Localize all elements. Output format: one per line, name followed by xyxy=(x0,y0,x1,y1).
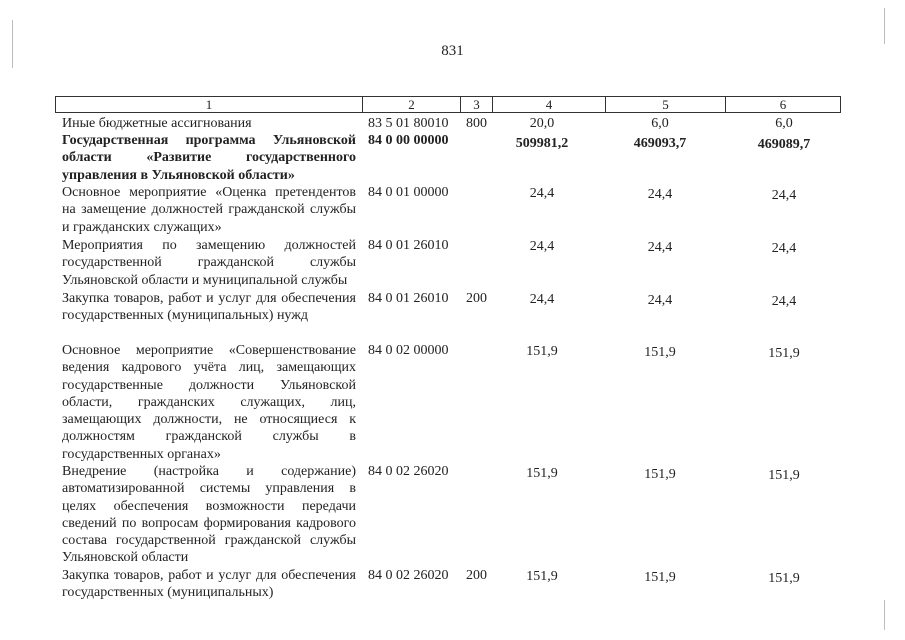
row-value-col5: 151,9 xyxy=(644,570,676,585)
row-code: 84 0 02 26020 xyxy=(368,464,449,479)
row-expense-type: 200 xyxy=(466,291,487,306)
row-code: 84 0 01 00000 xyxy=(368,185,449,200)
scan-edge-mark-right-bottom xyxy=(884,600,885,630)
row-code: 84 0 01 26010 xyxy=(368,291,449,306)
row-name: Основное мероприятие «Совершенствование ведения кадрового учёта лиц, замещающих государственные должности Ульяновской области, гражданских служащих, лиц, замещающих должности, не относящиеся к должностям гражданской службы в государственных органах» xyxy=(62,343,356,462)
header-col-1: 1 xyxy=(56,97,363,112)
row-value-col6: 6,0 xyxy=(775,116,793,131)
header-col-4: 4 xyxy=(493,97,606,112)
row-name: Закупка товаров, работ и услуг для обеспечения государственных (муниципальных) нужд xyxy=(62,291,356,324)
row-value-col5: 24,4 xyxy=(647,187,673,202)
header-col-6: 6 xyxy=(779,97,787,112)
row-code: 84 0 01 26010 xyxy=(368,238,449,253)
row-value-col6: 151,9 xyxy=(768,346,800,361)
row-value-col4: 151,9 xyxy=(526,344,558,359)
row-name: Закупка товаров, работ и услуг для обеспечения государственных (муниципальных) xyxy=(62,568,356,601)
row-name: Внедрение (настройка и содержание) автоматизированной системы управления в целях обеспечения возможности передачи сведений по вопросам формирования кадрового состава государственной гражданской службы Ульяновской области xyxy=(62,464,356,566)
header-col-5: 5 xyxy=(606,97,726,112)
row-name: Иные бюджетные ассигнования xyxy=(62,116,252,131)
row-code: 84 0 02 26020 xyxy=(368,568,449,583)
row-value-col4: 151,9 xyxy=(526,569,558,584)
row-name: Основное мероприятие «Оценка претендентов на замещение должностей гражданской службы и гражданских служащих» xyxy=(62,185,356,235)
row-value-col4: 151,9 xyxy=(526,466,558,481)
row-code: 84 0 00 00000 xyxy=(368,133,449,148)
row-value-col6: 24,4 xyxy=(771,188,797,203)
row-value-col6: 151,9 xyxy=(768,468,800,483)
row-value-col5: 24,4 xyxy=(647,240,673,255)
row-value-col4: 509981,2 xyxy=(515,136,569,151)
table-header xyxy=(55,96,841,113)
row-code: 83 5 01 80010 xyxy=(368,116,449,131)
row-value-col6: 151,9 xyxy=(768,571,800,586)
row-value-col5: 6,0 xyxy=(651,116,669,131)
row-name: Мероприятия по замещению должностей государственной гражданской службы Ульяновской области и муниципальной службы xyxy=(62,238,356,288)
row-value-col4: 24,4 xyxy=(529,239,555,254)
row-expense-type: 800 xyxy=(466,116,487,131)
row-value-col4: 24,4 xyxy=(529,186,555,201)
scan-edge-mark-right xyxy=(884,8,885,44)
row-name: Государственная программа Ульяновской области «Развитие государственного управления в Ульяновской области» xyxy=(62,133,356,183)
row-value-col5: 24,4 xyxy=(647,293,673,308)
row-code: 84 0 02 00000 xyxy=(368,343,449,358)
row-value-col6: 24,4 xyxy=(771,241,797,256)
row-value-col5: 151,9 xyxy=(644,345,676,360)
page-number: 831 xyxy=(441,43,464,59)
header-col-2: 2 xyxy=(363,97,461,112)
row-value-col5: 151,9 xyxy=(644,467,676,482)
row-value-col4: 20,0 xyxy=(529,116,555,131)
row-value-col4: 24,4 xyxy=(529,292,555,307)
row-value-col5: 469093,7 xyxy=(633,136,687,151)
header-col-3: 3 xyxy=(461,97,493,112)
row-value-col6: 469089,7 xyxy=(757,137,811,152)
row-expense-type: 200 xyxy=(466,568,487,583)
row-value-col6: 24,4 xyxy=(771,294,797,309)
